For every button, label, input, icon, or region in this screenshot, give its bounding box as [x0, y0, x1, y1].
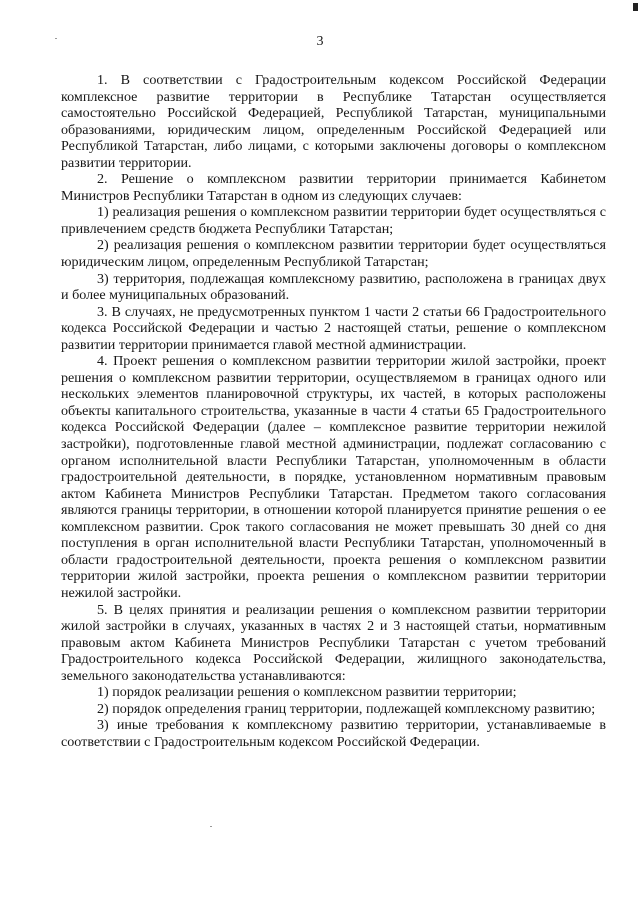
paragraph-2-item-1: 1) реализация решения о комплексном развитии территории будет осуществляться с привлечением средств бюджета Республики Татарстан;	[61, 204, 606, 237]
paragraph-1: 1. В соответствии с Градостроительным кодексом Российской Федерации комплексное развитие территории в Республике Татарстан осуществляется самостоятельно Российской Федерацией, Республикой Татарстан, муниципальными образованиями, юридическим лицом, определенным Российской Федерацией или Республикой Татарстан, либо лицами, с которыми заключены договоры о комплексном развитии территории.	[61, 72, 606, 171]
paragraph-3: 3. В случаях, не предусмотренных пунктом 1 части 2 статьи 66 Градостроительного кодекса Российской Федерации и частью 2 настоящей статьи, решение о комплексном развитии территории принимается главой местной администрации.	[61, 303, 606, 353]
paragraph-5-item-1: 1) порядок реализации решения о комплексном развитии территории;	[97, 684, 517, 701]
paragraph-5-item-3: 3) иные требования к комплексному развитию территории, устанавливаемые в соответствии с Градостроительным кодексом Российской Федерации.	[61, 717, 606, 750]
scan-corner-mark	[633, 3, 638, 11]
paragraph-2-item-3: 3) территория, подлежащая комплексному развитию, расположена в границах двух и более муниципальных образований.	[61, 270, 606, 304]
paragraph-2-item-2: 2) реализация решения о комплексном развитии территории будет осуществляться юридическим лицом, определенным Республикой Татарстан;	[61, 237, 606, 271]
scan-speck	[210, 826, 212, 827]
paragraph-2: 2. Решение о комплексном развитии территории принимается Кабинетом Министров Республики Татарстан в одном из следующих случаев:	[61, 171, 606, 204]
paragraph-4: 4. Проект решения о комплексном развитии территории жилой застройки, проект решения о комплексном развитии территории, осуществляемом в границах одного или нескольких элементов планировочной структуры, их частей, в которых расположены объекты капитального строительства, указанные в части 4 статьи 65 Градостроительного кодекса Российской Федерации (далее – комплексное развитие территории нежилой застройки), подготовленные главой местной администрации, подлежат согласованию с органом исполнительной власти Республики Татарстан, уполномоченным в области градостроительной деятельности, в порядке, установленном нормативным правовым актом Кабинета Министров Республики Татарстан. Предметом такого согласования являются границы территории, в отношении которой планируется принятие решения о ее комплексном развитии. Срок такого согласования не может превышать 30 дней со дня поступления в орган исполнительной власти Республики Татарстан, уполномоченный в области градостроительной деятельности, проекта решения о комплексном развитии территории жилой застройки, проекта решения о комплексном развитии территории нежилой застройки.	[61, 353, 606, 601]
document-body	[61, 72, 606, 750]
paragraph-5-item-2: 2) порядок определения границ территории, подлежащей комплексному развитию;	[97, 700, 596, 717]
paragraph-5: 5. В целях принятия и реализации решения о комплексном развитии территории жилой застройки в случаях, указанных в частях 2 и 3 настоящей статьи, нормативным правовым актом Кабинета Министров Республики Татарстан с учетом требований Градостроительного кодекса Российской Федерации, жилищного законодательства, земельного законодательства устанавливаются:	[61, 601, 606, 684]
page-number: 3	[316, 34, 324, 49]
